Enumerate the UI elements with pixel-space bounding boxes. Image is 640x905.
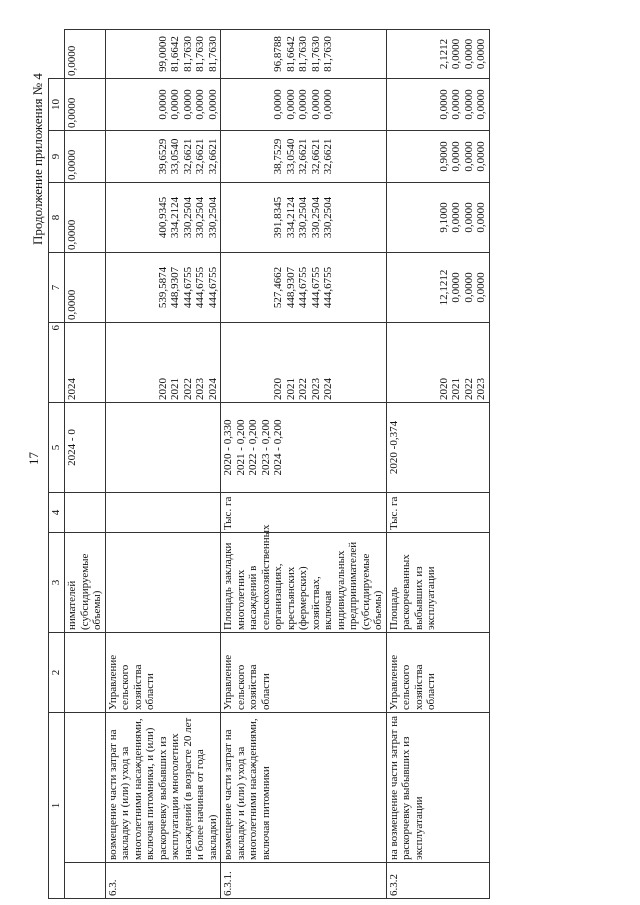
header-cell: 7 — [49, 253, 65, 323]
list-value: 32,6621 — [206, 138, 219, 175]
header-cell: 4 — [49, 493, 65, 533]
row-v9-list — [272, 81, 335, 128]
list-value: 2024 — [206, 378, 219, 400]
header-row — [49, 30, 65, 899]
list-value: 0,0000 — [475, 272, 487, 303]
list-value: 400,9345 — [156, 196, 169, 239]
list-value: 527,4662 — [272, 266, 284, 309]
list-value: 444,6755 — [322, 266, 334, 309]
list-value: 444,6755 — [181, 266, 194, 309]
row-v8 — [105, 131, 221, 183]
list-value: 2022 - 0,200 — [247, 419, 259, 476]
list-value: 38,7529 — [272, 138, 284, 175]
cont-year — [66, 325, 79, 400]
row-v7 — [105, 183, 221, 253]
row-target — [105, 403, 221, 493]
list-value: 0,0000 — [450, 141, 462, 172]
header-cell: 10 — [49, 79, 65, 131]
row-unit: Тыс. га — [221, 493, 387, 533]
list-value: 334,2124 — [284, 196, 297, 239]
row-v7 — [386, 183, 489, 253]
row-v10-list — [272, 32, 335, 76]
list-value: 81,7630 — [181, 36, 194, 72]
row-executor: Управление сельского хозяйства области — [386, 633, 489, 713]
list-value: 0,0000 — [66, 219, 78, 250]
list-value: 2024 — [322, 378, 334, 400]
row-v7 — [221, 183, 387, 253]
list-value: 2021 — [169, 378, 181, 400]
program-rows — [105, 30, 489, 899]
list-value: 0,0000 — [169, 89, 181, 120]
row-target — [221, 403, 387, 493]
list-value: 2022 — [181, 378, 194, 400]
list-value: 330,2504 — [322, 196, 334, 239]
row-v7-list — [272, 185, 335, 250]
row-executor: Управление сельского хозяйства области — [105, 633, 221, 713]
list-value: 32,6621 — [181, 138, 194, 175]
header-cell: 5 — [49, 403, 65, 493]
list-value: 391,8345 — [272, 196, 284, 239]
list-value: 9,1000 — [437, 202, 450, 233]
list-value: 444,6755 — [309, 266, 322, 309]
row-v6-list — [272, 255, 335, 320]
row-v6-list — [438, 255, 488, 320]
list-value: 0,0000 — [450, 272, 462, 303]
row-target-list — [388, 405, 401, 490]
cont-v6 — [66, 255, 79, 320]
list-value: 81,7630 — [194, 36, 206, 72]
list-value: 0,0000 — [206, 89, 219, 120]
row-unit: Тыс. га — [386, 493, 489, 533]
row-name: возмещение части затрат на закладку и (или) уход за многолетними насаждениями, включая питомники — [221, 713, 387, 863]
row-executor: Управление сельского хозяйства области — [221, 633, 387, 713]
list-value: 0,0000 — [437, 89, 450, 120]
row-v9-list — [438, 81, 488, 128]
row-v6 — [386, 253, 489, 323]
row-year-list — [438, 325, 488, 400]
list-value: 0,0000 — [66, 289, 78, 320]
row-v6 — [105, 253, 221, 323]
list-value: 539,5874 — [156, 266, 169, 309]
row-v9 — [221, 79, 387, 131]
list-value: 444,6755 — [297, 266, 309, 309]
row-v8-list — [438, 133, 488, 180]
list-value: 0,0000 — [462, 202, 475, 233]
list-value: 0,0000 — [462, 141, 475, 172]
list-value: 81,7630 — [322, 36, 334, 72]
row-unit — [105, 493, 221, 533]
row-number: 6.3. — [105, 863, 221, 899]
header-cell: 3 — [49, 533, 65, 633]
list-value: 2020 — [156, 378, 169, 400]
list-value: 2022 — [462, 378, 475, 400]
continuation-row — [65, 30, 106, 899]
row-v7-list — [438, 185, 488, 250]
row-year — [221, 323, 387, 403]
table-row — [221, 30, 387, 899]
list-value: 2023 - 0,200 — [259, 419, 272, 476]
list-value: 448,9307 — [169, 266, 181, 309]
row-year — [105, 323, 221, 403]
row-v9 — [386, 79, 489, 131]
list-value: 444,6755 — [194, 266, 206, 309]
list-value: 2023 — [309, 378, 322, 400]
list-value: 0,0000 — [66, 45, 78, 76]
list-value: 2022 — [297, 378, 309, 400]
cont-v8 — [66, 133, 79, 180]
list-value: 0,0000 — [462, 272, 475, 303]
list-value: 0,0000 — [475, 202, 487, 233]
list-value: 81,6642 — [169, 36, 181, 72]
list-value: 2020 - 0,330 — [222, 419, 234, 476]
list-value: 0,0000 — [194, 89, 206, 120]
row-v10-list — [157, 32, 220, 76]
list-value: 0,0000 — [475, 89, 487, 120]
list-value: 0,0000 — [272, 89, 284, 120]
row-v6-list — [157, 255, 220, 320]
list-value: 2020 — [437, 378, 450, 400]
list-value: 0,0000 — [450, 202, 462, 233]
list-value: 81,7630 — [297, 36, 309, 72]
row-v10 — [386, 30, 489, 79]
list-value: 444,6755 — [206, 266, 219, 309]
list-value: 0,0000 — [309, 89, 322, 120]
program-table — [48, 29, 490, 899]
list-value: 32,6621 — [322, 138, 334, 175]
list-value: 0,0000 — [450, 89, 462, 120]
row-number: 6.3.2 — [386, 863, 489, 899]
cont-target: 2024 - 0 — [65, 403, 106, 493]
row-indicator: Площадь раскорчеванных выбывших из эксплуатации — [386, 533, 489, 633]
row-v10 — [221, 30, 387, 79]
list-value: 0,0000 — [66, 149, 78, 180]
list-value: 0,0000 — [297, 89, 309, 120]
row-number: 6.3.1. — [221, 863, 387, 899]
row-target-list — [222, 405, 285, 490]
list-value: 2,1212 — [437, 38, 450, 70]
cont-indicator: нимателей (субсидируемые объемы) — [65, 533, 106, 633]
list-value: 0,0000 — [475, 141, 487, 172]
appendix-title: Продолжение приложения № 4 — [30, 73, 45, 245]
row-year — [386, 323, 489, 403]
cont-v7 — [66, 185, 79, 250]
row-year-list — [157, 325, 220, 400]
row-indicator: Площадь закладки многолетних насаждений в сельскохозяйственных организациях, крестьянских (фермерских) хозяйствах, включая индивидуальных предпринимателей (субсидируемые объемы) — [221, 533, 387, 633]
row-target — [386, 403, 489, 493]
list-value: 330,2504 — [181, 196, 194, 239]
cont-v10 — [66, 32, 79, 76]
list-value: 39,6529 — [156, 138, 169, 175]
list-value: 32,6621 — [194, 138, 206, 175]
table-row — [105, 30, 221, 899]
row-v8-list — [272, 133, 335, 180]
row-v10 — [105, 30, 221, 79]
row-v9-list — [157, 81, 220, 128]
list-value: 99,0000 — [156, 36, 169, 72]
list-value: 0,0000 — [462, 89, 475, 120]
list-value: 12,1212 — [437, 269, 450, 306]
header-cell: 8 — [49, 183, 65, 253]
list-value: 330,2504 — [297, 196, 309, 239]
row-v9 — [105, 79, 221, 131]
list-value: 32,6621 — [297, 138, 309, 175]
page-number: 17 — [26, 452, 41, 465]
list-value: 0,0000 — [156, 89, 169, 120]
row-v10-list — [438, 32, 488, 76]
list-value: 330,2504 — [206, 196, 219, 239]
list-value: 0,0000 — [284, 89, 297, 120]
list-value: 2020 -0,374 — [387, 420, 400, 475]
list-value: 81,7630 — [206, 36, 219, 72]
list-value: 33,0540 — [169, 138, 181, 175]
list-value: 2024 — [66, 378, 78, 400]
header-cell: 9 — [49, 131, 65, 183]
header-cell: 2 — [49, 633, 65, 713]
list-value: 2024 - 0,200 — [272, 419, 284, 476]
row-name: возмещение части затрат на закладку и (или) уход за многолетними насаждениями, включая питомники, и (или) раскорчевку выбывших из эксплуатации многолетних насаждений (в возрасте 20 лет и более начиная от года закладки) — [105, 713, 221, 863]
list-value: 330,2504 — [309, 196, 322, 239]
row-indicator — [105, 533, 221, 633]
list-value: 2021 — [450, 378, 462, 400]
list-value: 2021 - 0,200 — [234, 419, 247, 476]
row-v8 — [386, 131, 489, 183]
list-value: 0,0000 — [475, 38, 487, 70]
list-value: 0,0000 — [450, 38, 462, 70]
header-cell: 6 — [49, 323, 65, 403]
list-value: 334,2124 — [169, 196, 181, 239]
list-value: 2020 — [272, 378, 284, 400]
cont-v9 — [66, 81, 79, 128]
list-value: 32,6621 — [309, 138, 322, 175]
list-value: 0,9000 — [437, 141, 450, 172]
list-value: 2023 — [194, 378, 206, 400]
list-value: 2021 — [284, 378, 297, 400]
list-value: 81,6642 — [284, 36, 297, 72]
header-cell: 1 — [49, 713, 65, 899]
list-value: 330,2504 — [194, 196, 206, 239]
list-value: 96,8788 — [272, 36, 284, 72]
row-v6 — [221, 253, 387, 323]
list-value: 2023 — [475, 378, 487, 400]
list-value: 33,0540 — [284, 138, 297, 175]
list-value: 0,0000 — [322, 89, 334, 120]
list-value: 81,7630 — [309, 36, 322, 72]
row-name: на возмещение части затрат на раскорчевку выбывших из эксплуатации — [386, 713, 489, 863]
list-value: 0,0000 — [462, 38, 475, 70]
row-v7-list — [157, 185, 220, 250]
list-value: 0,0000 — [66, 97, 78, 128]
row-v8 — [221, 131, 387, 183]
row-year-list — [272, 325, 335, 400]
list-value: 448,9307 — [284, 266, 297, 309]
row-v8-list — [157, 133, 220, 180]
table-row — [386, 30, 489, 899]
list-value: 0,0000 — [181, 89, 194, 120]
